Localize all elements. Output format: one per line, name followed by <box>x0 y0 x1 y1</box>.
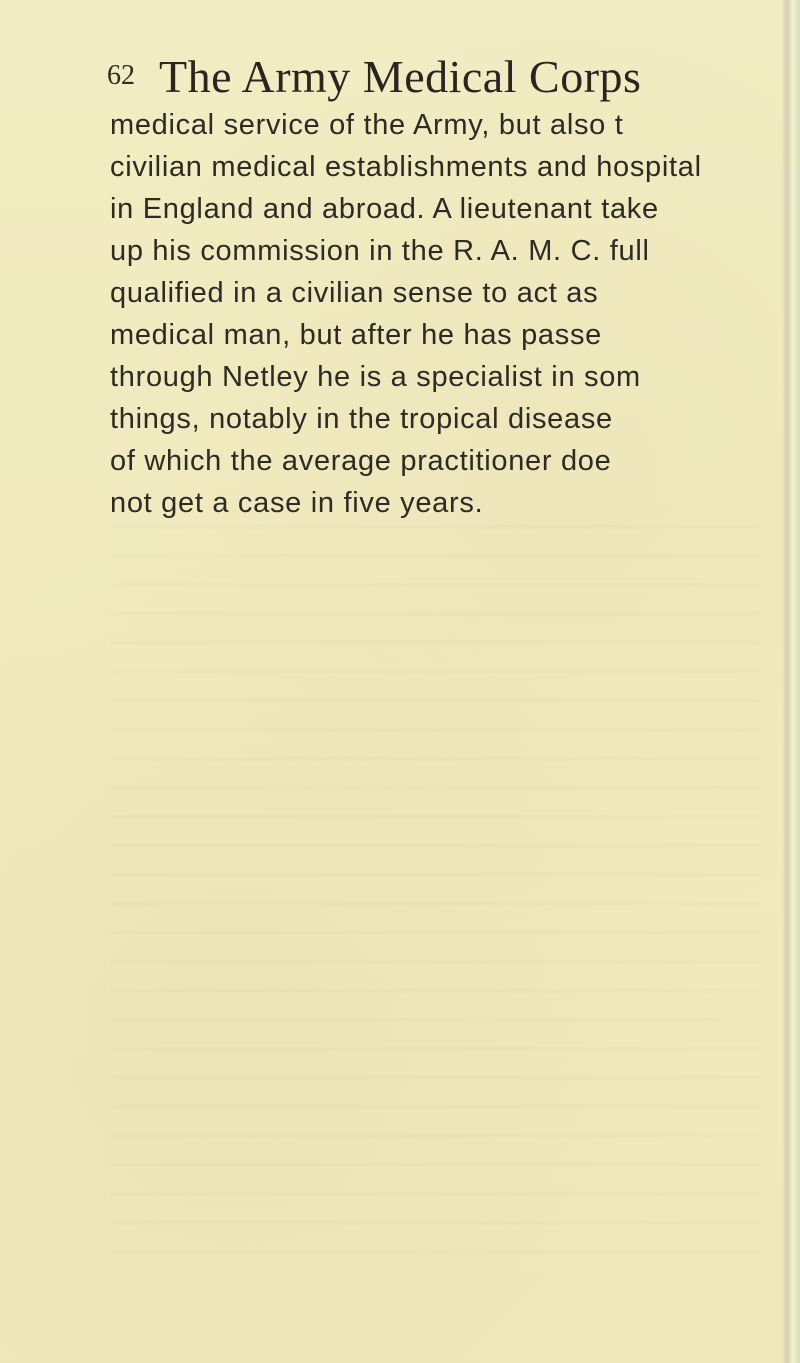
text-line: civilian medical establishments and hospital <box>110 151 702 183</box>
text-line: qualified in a civilian sense to act as <box>110 277 599 309</box>
text-line: of which the average practitioner doe <box>110 445 612 477</box>
body-text <box>110 104 760 524</box>
running-head <box>107 51 717 102</box>
text-line: things, notably in the tropical disease <box>110 403 613 435</box>
text-line: medical service of the Army, but also t <box>110 109 624 141</box>
text-line: through Netley he is a specialist in som <box>110 361 641 393</box>
show-through-text <box>110 500 760 1260</box>
text-line: in England and abroad. A lieutenant take <box>110 193 659 225</box>
running-title: The Army Medical Corps <box>159 51 642 102</box>
text-line: up his commission in the R. A. M. C. full <box>110 235 650 267</box>
page-edge <box>782 0 800 1363</box>
text-line: not get a case in five years. <box>110 487 484 519</box>
page-number: 62 <box>107 60 135 91</box>
text-line: medical man, but after he has passe <box>110 319 602 351</box>
